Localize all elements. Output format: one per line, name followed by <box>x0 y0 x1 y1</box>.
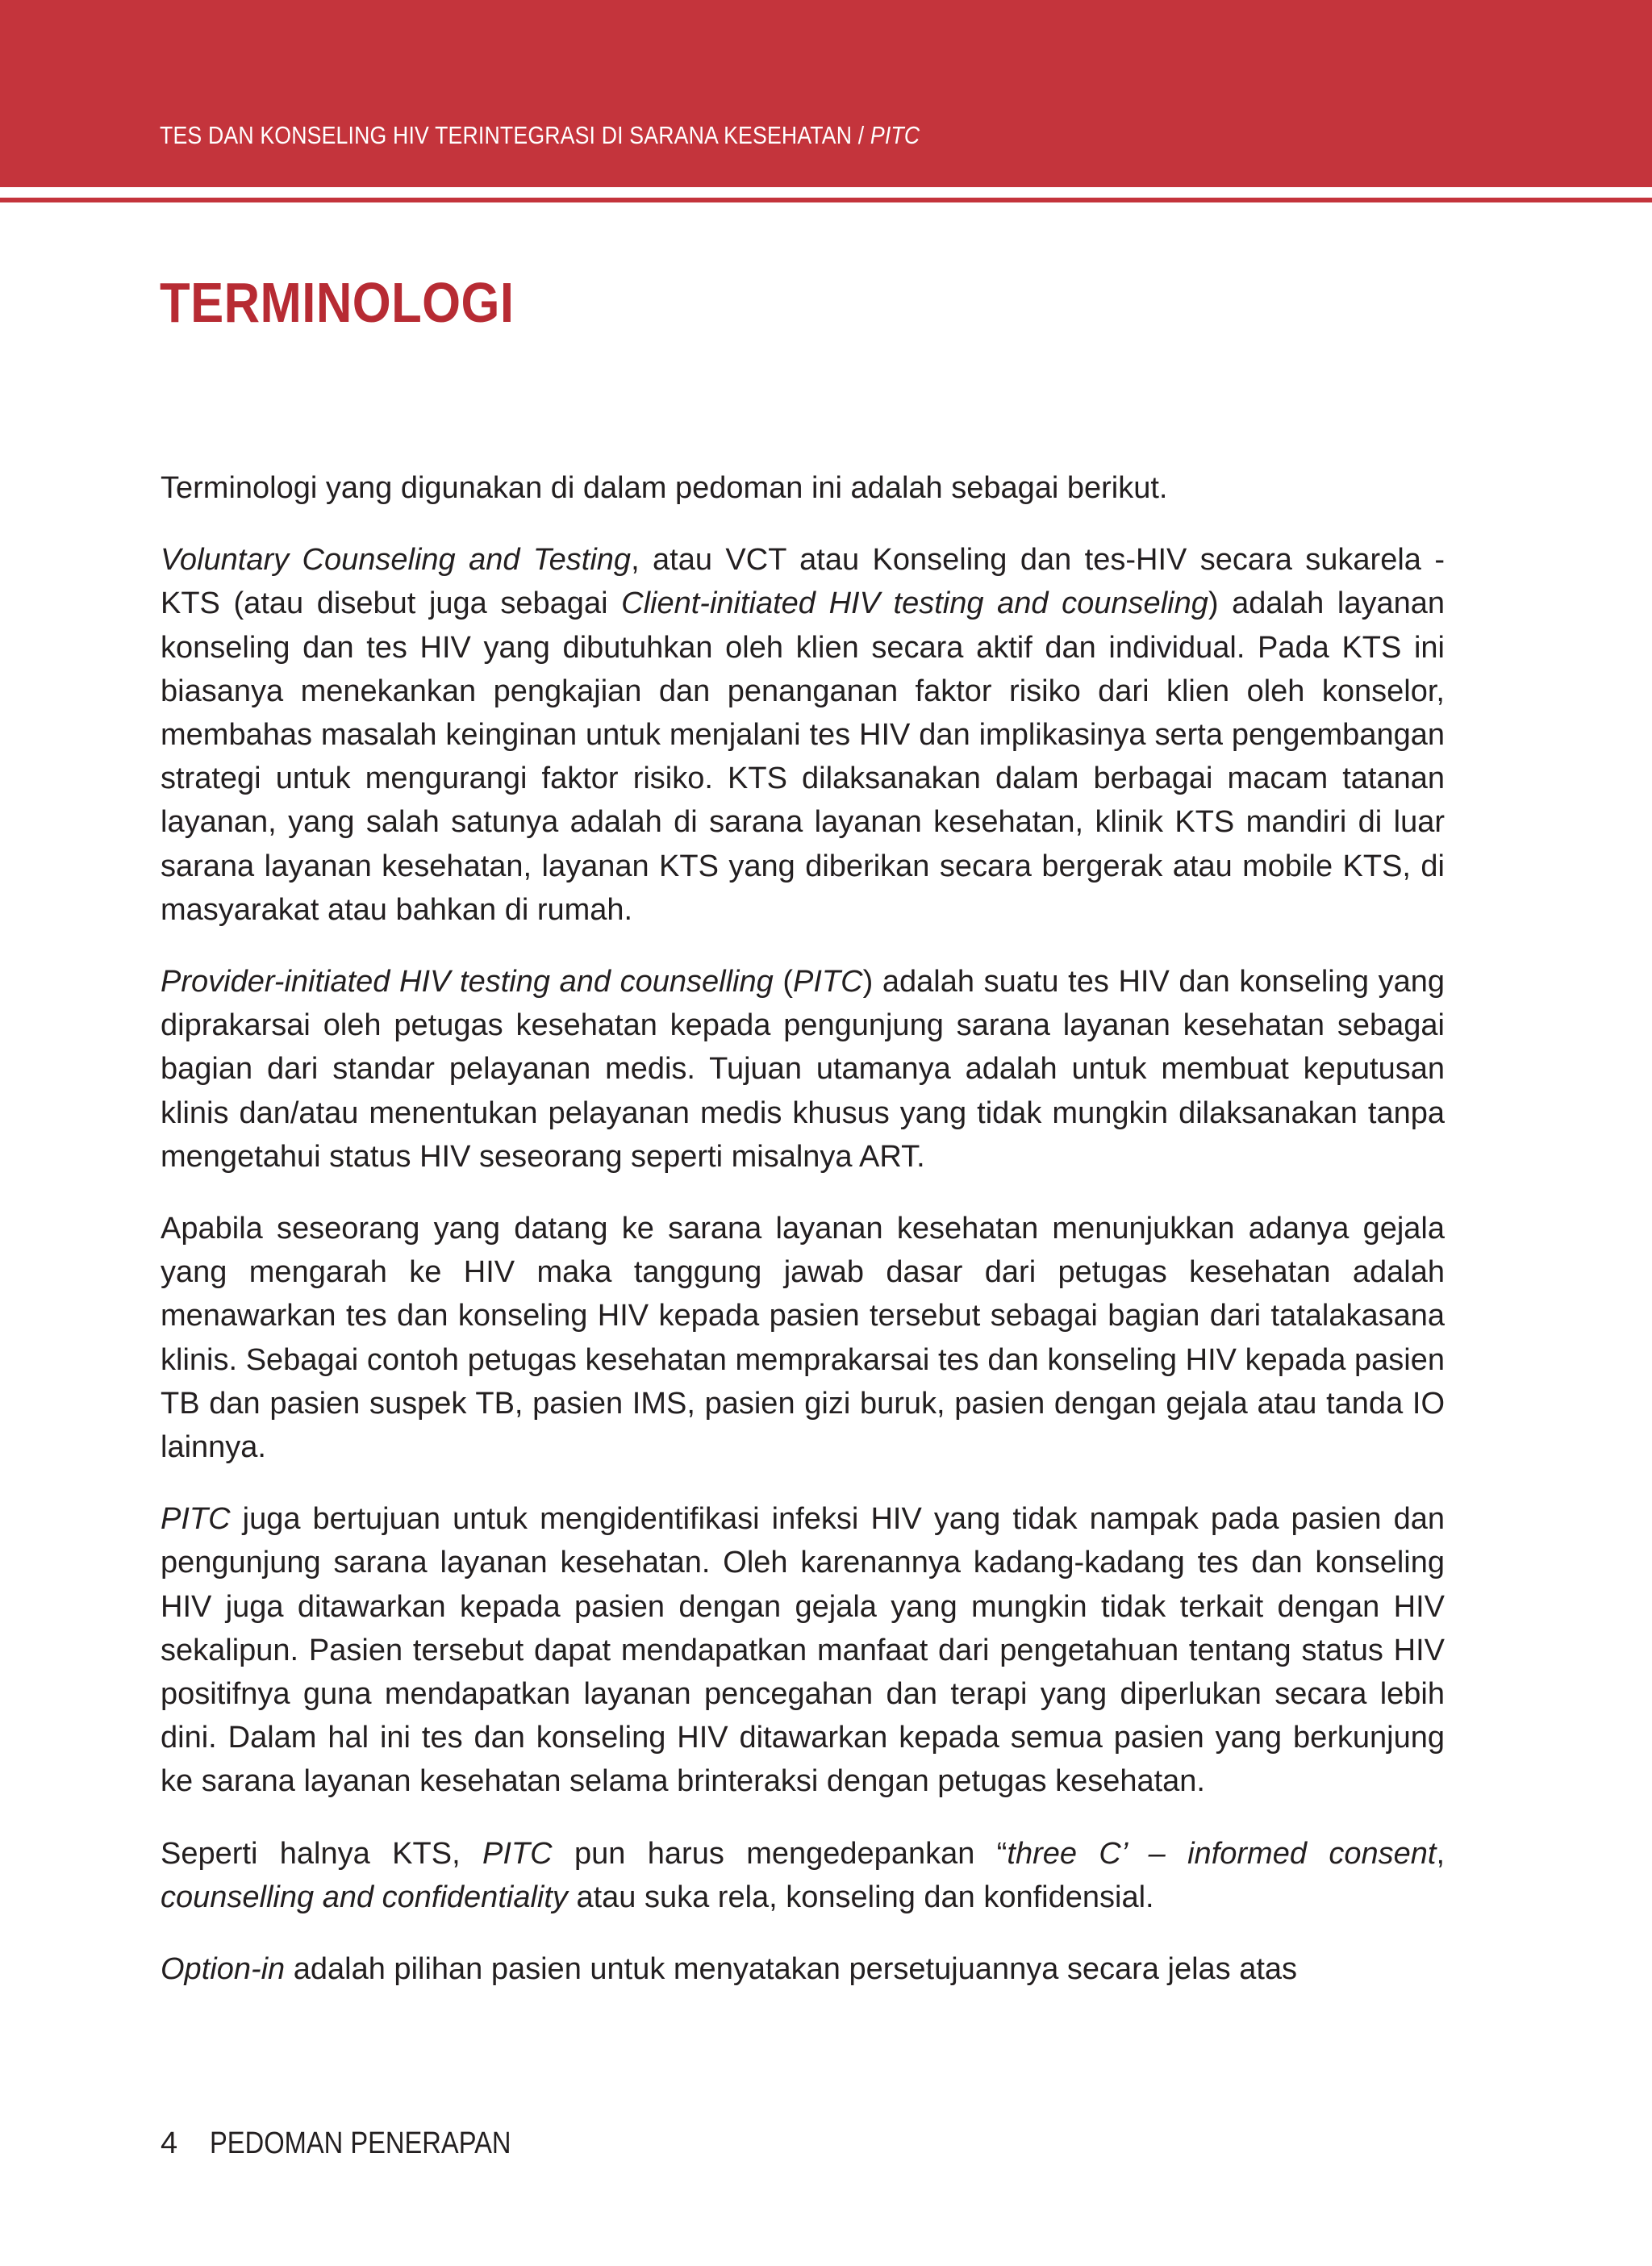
term-pitc: PITC <box>482 1836 553 1871</box>
paragraph-text: atau suka rela, konseling dan konfidensial. <box>567 1880 1154 1914</box>
paragraph-text: Seperti halnya KTS, <box>161 1836 483 1871</box>
paragraph-pitc <box>161 960 1445 1179</box>
term-provider-initiated: Provider-initiated HIV testing and counselling <box>161 965 774 999</box>
paragraph-pitc-goal <box>161 1497 1445 1803</box>
paragraph-text: ( <box>773 965 794 999</box>
header-divider-line <box>0 198 1652 202</box>
body-text <box>161 466 1445 2019</box>
paragraph-text: , atau VCT atau Konseling dan tes-HIV secara sukarela - KTS (atau disebut juga sebagai <box>161 543 1445 621</box>
paragraph-vct <box>161 538 1445 932</box>
paragraph-three-c <box>161 1832 1445 1919</box>
term-counselling-confidentiality: counselling and confidentiality <box>161 1880 568 1914</box>
paragraph-option-in <box>161 1947 1445 1991</box>
header-band <box>0 0 1652 187</box>
paragraph-text: , <box>1436 1836 1446 1871</box>
paragraph-text: adalah pilihan pasien untuk menyatakan persetujuannya secara jelas atas <box>285 1952 1298 1987</box>
page-footer <box>161 2126 560 2161</box>
intro-paragraph: Terminologi yang digunakan di dalam pedoman ini adalah sebagai berikut. <box>161 471 1168 505</box>
term-option-in: Option-in <box>161 1952 286 1987</box>
running-header-italic: PITC <box>870 121 920 149</box>
page-title: TERMINOLOGI <box>160 271 515 334</box>
paragraph-symptoms: Apabila seseorang yang datang ke sarana layanan kesehatan menunjukkan adanya gejala yang mengarah ke HIV maka tanggung jawab dasar dari petugas kesehatan adalah menawarkan tes dan konseling HIV kepada pasien tersebut sebagai bagian dari tatalakasana klinis. Sebagai contoh petugas kesehatan memprakarsai tes dan konseling HIV kepada pasien TB dan pasien suspek TB, pasien IMS, pasien gizi buruk, pasien dengan gejala atau tanda IO lainnya. <box>161 1212 1445 1465</box>
term-client-initiated: Client-initiated HIV testing and counseling <box>621 586 1208 621</box>
term-three-c: three C’ – informed consent <box>1007 1836 1437 1871</box>
footer-label: PEDOMAN PENERAPAN <box>210 2126 511 2160</box>
running-header <box>160 121 920 150</box>
paragraph-text: ) adalah suatu tes HIV dan konseling yang diprakarsai oleh petugas kesehatan kepada pengunjung sarana layanan kesehatan sebagai bagian dari standar pelayanan medis. Tujuan utamanya adalah untuk membuat keputusan klinis dan/atau menentukan pelayanan medis khusus yang tidak mungkin dilaksanakan tanpa mengetahui status HIV seseorang seperti misalnya ART. <box>161 965 1445 1174</box>
term-pitc: PITC <box>161 1502 231 1537</box>
paragraph-text: juga bertujuan untuk mengidentifikasi infeksi HIV yang tidak nampak pada pasien dan pengunjung sarana layanan kesehatan. Oleh karenannya kadang-kadang tes dan konseling HIV juga ditawarkan kepada pasien dengan gejala yang mungkin tidak terkait dengan HIV sekalipun. Pasien tersebut dapat mendapatkan manfaat dari pengetahuan tentang status HIV positifnya guna mendapatkan layanan pencegahan dan terapi yang diperlukan secara lebih dini. Dalam hal ini tes dan konseling HIV ditawarkan kepada semua pasien yang berkunjung ke sarana layanan kesehatan selama brinteraksi dengan petugas kesehatan. <box>161 1502 1445 1799</box>
term-pitc: PITC <box>793 965 863 999</box>
paragraph-text: ) adalah layanan konseling dan tes HIV yang dibutuhkan oleh klien secara aktif dan individual. Pada KTS ini biasanya menekankan pengkajian dan penanganan faktor risiko dari klien oleh konselor, membahas masalah keinginan untuk menjalani tes HIV dan implikasinya serta pengembangan strategi untuk mengurangi faktor risiko. KTS dilaksanakan dalam berbagai macam tatanan layanan, yang salah satunya adalah di sarana layanan kesehatan, klinik KTS mandiri di luar sarana layanan kesehatan, layanan KTS yang diberikan secara bergerak atau mobile KTS, di masyarakat atau bahkan di rumah. <box>161 586 1445 927</box>
paragraph-text: pun harus mengedepankan “ <box>552 1836 1007 1871</box>
running-header-text: TES DAN KONSELING HIV TERINTEGRASI DI SARANA KESEHATAN / <box>160 121 870 149</box>
term-vct: Voluntary Counseling and Testing <box>161 543 632 578</box>
page-number: 4 <box>161 2126 178 2160</box>
